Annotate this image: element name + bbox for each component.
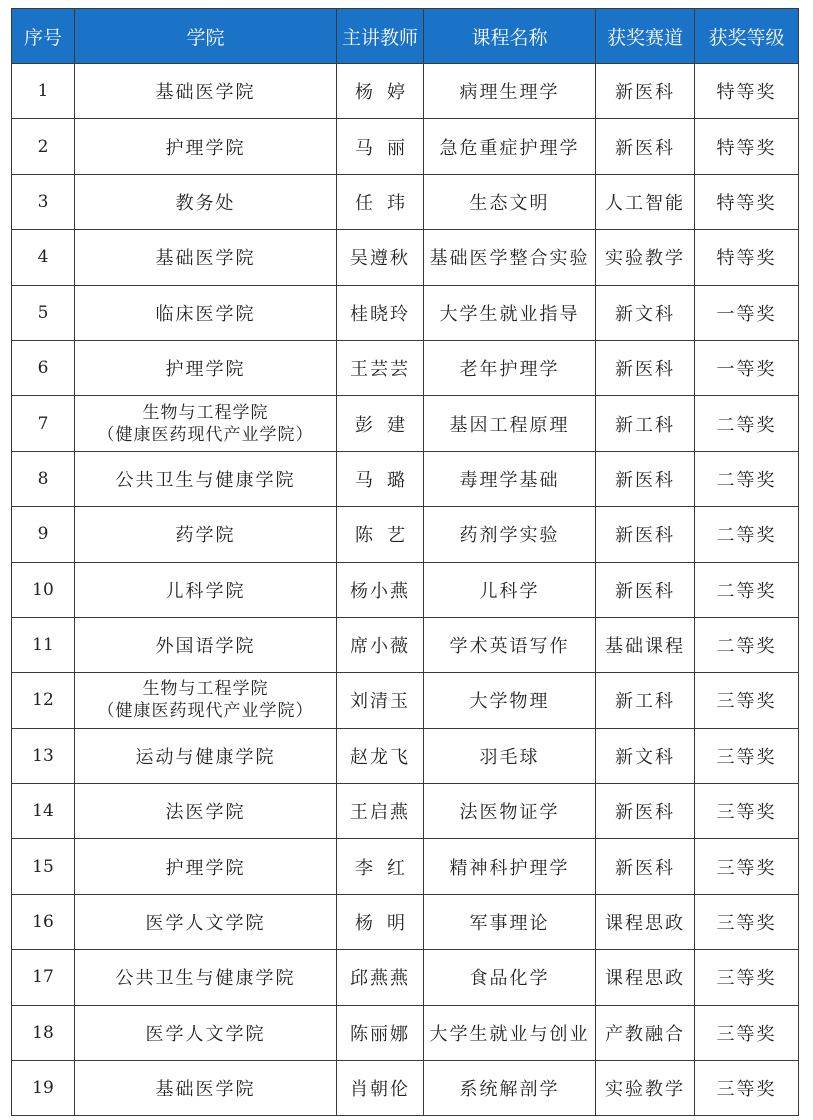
cell-index: 2 — [12, 119, 75, 174]
cell-course: 法医物证学 — [424, 784, 596, 839]
cell-college: 生物与工程学院 （健康医药现代产业学院） — [75, 396, 337, 451]
cell-track: 基础课程 — [596, 617, 695, 672]
cell-teacher: 桂晓玲 — [337, 285, 424, 340]
cell-track: 产教融合 — [596, 1005, 695, 1060]
cell-college: 生物与工程学院 （健康医药现代产业学院） — [75, 673, 337, 728]
cell-course: 儿科学 — [424, 562, 596, 617]
cell-college: 临床医学院 — [75, 285, 337, 340]
cell-index: 6 — [12, 340, 75, 395]
cell-course: 军事理论 — [424, 894, 596, 949]
cell-college: 医学人文学院 — [75, 1005, 337, 1060]
table-row — [12, 285, 799, 340]
cell-index: 1 — [12, 64, 75, 119]
table-row — [12, 507, 799, 562]
cell-course: 药剂学实验 — [424, 507, 596, 562]
table-row — [12, 174, 799, 229]
cell-index: 7 — [12, 396, 75, 451]
cell-index: 19 — [12, 1061, 75, 1116]
cell-teacher: 杨明 — [337, 894, 424, 949]
cell-course: 大学物理 — [424, 673, 596, 728]
cell-track: 新医科 — [596, 507, 695, 562]
table-row — [12, 894, 799, 949]
cell-track: 新医科 — [596, 562, 695, 617]
table-body — [12, 64, 799, 1116]
cell-award: 特等奖 — [695, 119, 799, 174]
cell-track: 课程思政 — [596, 894, 695, 949]
cell-index: 4 — [12, 230, 75, 285]
cell-award: 二等奖 — [695, 617, 799, 672]
cell-teacher: 陈丽娜 — [337, 1005, 424, 1060]
cell-teacher: 马丽 — [337, 119, 424, 174]
cell-award: 二等奖 — [695, 451, 799, 506]
cell-teacher: 刘清玉 — [337, 673, 424, 728]
cell-course: 病理生理学 — [424, 64, 596, 119]
table-row — [12, 119, 799, 174]
table-row — [12, 617, 799, 672]
cell-teacher: 吴遵秋 — [337, 230, 424, 285]
cell-college: 护理学院 — [75, 340, 337, 395]
cell-award: 特等奖 — [695, 230, 799, 285]
cell-index: 14 — [12, 784, 75, 839]
cell-teacher: 赵龙飞 — [337, 728, 424, 783]
cell-college: 医学人文学院 — [75, 894, 337, 949]
cell-course: 生态文明 — [424, 174, 596, 229]
cell-college: 护理学院 — [75, 839, 337, 894]
cell-index: 12 — [12, 673, 75, 728]
cell-award: 二等奖 — [695, 396, 799, 451]
cell-track: 课程思政 — [596, 950, 695, 1005]
cell-college: 公共卫生与健康学院 — [75, 950, 337, 1005]
cell-index: 16 — [12, 894, 75, 949]
table-row — [12, 64, 799, 119]
cell-award: 三等奖 — [695, 728, 799, 783]
table-row — [12, 340, 799, 395]
cell-course: 学术英语写作 — [424, 617, 596, 672]
header-track: 获奖赛道 — [596, 9, 695, 64]
header-teacher: 主讲教师 — [337, 9, 424, 64]
cell-award: 二等奖 — [695, 562, 799, 617]
cell-award: 三等奖 — [695, 839, 799, 894]
cell-college: 外国语学院 — [75, 617, 337, 672]
cell-course: 食品化学 — [424, 950, 596, 1005]
header-award: 获奖等级 — [695, 9, 799, 64]
table-row — [12, 728, 799, 783]
cell-track: 新医科 — [596, 119, 695, 174]
cell-track: 新工科 — [596, 396, 695, 451]
cell-teacher: 任玮 — [337, 174, 424, 229]
cell-index: 18 — [12, 1005, 75, 1060]
table-row — [12, 673, 799, 728]
cell-teacher: 杨婷 — [337, 64, 424, 119]
cell-college: 公共卫生与健康学院 — [75, 451, 337, 506]
cell-index: 9 — [12, 507, 75, 562]
cell-teacher: 王芸芸 — [337, 340, 424, 395]
cell-award: 三等奖 — [695, 894, 799, 949]
cell-track: 新文科 — [596, 285, 695, 340]
table-row — [12, 950, 799, 1005]
cell-award: 二等奖 — [695, 507, 799, 562]
header-row — [12, 9, 799, 64]
cell-college: 教务处 — [75, 174, 337, 229]
table-row — [12, 784, 799, 839]
header-course: 课程名称 — [424, 9, 596, 64]
cell-teacher: 李红 — [337, 839, 424, 894]
cell-course: 基因工程原理 — [424, 396, 596, 451]
cell-course: 老年护理学 — [424, 340, 596, 395]
cell-track: 新医科 — [596, 340, 695, 395]
header-college: 学院 — [75, 9, 337, 64]
cell-teacher: 席小薇 — [337, 617, 424, 672]
cell-teacher: 邱燕燕 — [337, 950, 424, 1005]
cell-track: 新医科 — [596, 839, 695, 894]
cell-course: 羽毛球 — [424, 728, 596, 783]
cell-track: 人工智能 — [596, 174, 695, 229]
cell-track: 新文科 — [596, 728, 695, 783]
cell-award: 三等奖 — [695, 673, 799, 728]
cell-course: 大学生就业指导 — [424, 285, 596, 340]
cell-teacher: 杨小燕 — [337, 562, 424, 617]
table-row — [12, 396, 799, 451]
table-row — [12, 1061, 799, 1116]
cell-track: 新医科 — [596, 451, 695, 506]
cell-course: 系统解剖学 — [424, 1061, 596, 1116]
cell-index: 5 — [12, 285, 75, 340]
cell-index: 13 — [12, 728, 75, 783]
cell-award: 特等奖 — [695, 174, 799, 229]
cell-award: 三等奖 — [695, 784, 799, 839]
cell-track: 新医科 — [596, 784, 695, 839]
cell-index: 17 — [12, 950, 75, 1005]
cell-award: 一等奖 — [695, 340, 799, 395]
cell-award: 一等奖 — [695, 285, 799, 340]
table-row — [12, 451, 799, 506]
cell-course: 基础医学整合实验 — [424, 230, 596, 285]
cell-index: 8 — [12, 451, 75, 506]
cell-teacher: 王启燕 — [337, 784, 424, 839]
cell-award: 三等奖 — [695, 950, 799, 1005]
cell-teacher: 肖朝伦 — [337, 1061, 424, 1116]
award-table — [11, 8, 799, 1116]
cell-index: 10 — [12, 562, 75, 617]
cell-index: 3 — [12, 174, 75, 229]
cell-college: 运动与健康学院 — [75, 728, 337, 783]
cell-college: 法医学院 — [75, 784, 337, 839]
cell-college: 儿科学院 — [75, 562, 337, 617]
table-row — [12, 230, 799, 285]
cell-college: 护理学院 — [75, 119, 337, 174]
cell-teacher: 陈艺 — [337, 507, 424, 562]
cell-course: 毒理学基础 — [424, 451, 596, 506]
table-row — [12, 1005, 799, 1060]
cell-college: 基础医学院 — [75, 64, 337, 119]
table-row — [12, 839, 799, 894]
cell-college: 基础医学院 — [75, 230, 337, 285]
cell-index: 11 — [12, 617, 75, 672]
cell-award: 三等奖 — [695, 1061, 799, 1116]
cell-index: 15 — [12, 839, 75, 894]
cell-award: 特等奖 — [695, 64, 799, 119]
cell-college: 药学院 — [75, 507, 337, 562]
cell-college: 基础医学院 — [75, 1061, 337, 1116]
cell-teacher: 马璐 — [337, 451, 424, 506]
cell-course: 大学生就业与创业 — [424, 1005, 596, 1060]
cell-course: 急危重症护理学 — [424, 119, 596, 174]
cell-course: 精神科护理学 — [424, 839, 596, 894]
cell-track: 实验教学 — [596, 1061, 695, 1116]
cell-track: 新医科 — [596, 64, 695, 119]
cell-award: 三等奖 — [695, 1005, 799, 1060]
table-row — [12, 562, 799, 617]
cell-track: 实验教学 — [596, 230, 695, 285]
cell-teacher: 彭建 — [337, 396, 424, 451]
header-index: 序号 — [12, 9, 75, 64]
cell-track: 新工科 — [596, 673, 695, 728]
